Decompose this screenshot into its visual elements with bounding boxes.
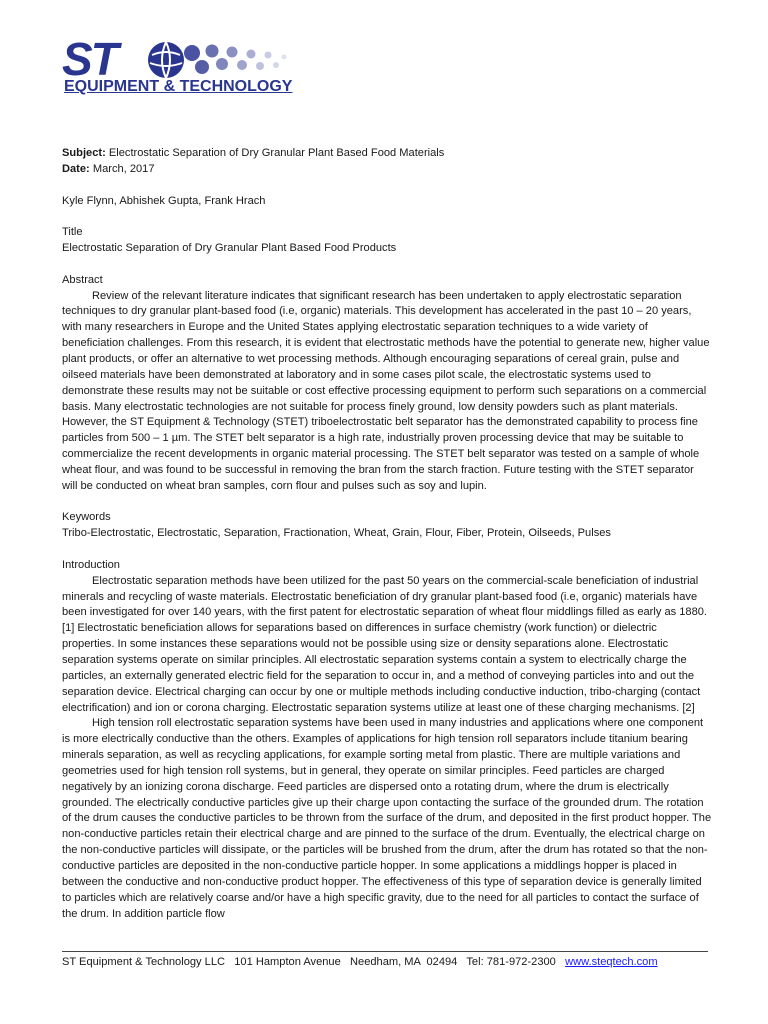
company-logo xyxy=(62,33,294,100)
footer-company: ST Equipment & Technology LLC xyxy=(62,956,226,968)
date-line xyxy=(62,162,712,178)
abstract-heading: Abstract xyxy=(62,273,103,286)
document-body xyxy=(62,146,712,922)
footer-city: Needham, MA 02494 xyxy=(350,956,458,968)
footer-website-link[interactable]: www.steqtech.com xyxy=(565,956,658,968)
logo-subtitle: EQUIPMENT & TECHNOLOGY xyxy=(64,78,293,95)
keywords-text: Tribo-Electrostatic, Electrostatic, Separation, Fractionation, Wheat, Grain, Flour, Fiber, Protein, Oilseeds, Pulses xyxy=(62,527,611,540)
subject-value: Electrostatic Separation of Dry Granular Plant Based Food Materials xyxy=(108,147,445,159)
footer-tel: Tel: 781-972-2300 xyxy=(466,956,556,968)
date-value: March, 2017 xyxy=(92,162,155,175)
date-label: Date: xyxy=(62,162,90,175)
title-text: Electrostatic Separation of Dry Granular Plant Based Food Products xyxy=(62,242,397,255)
introduction-paragraph-1: Electrostatic separation methods have been utilized for the past 50 years on the commercial-scale beneficiation of industrial minerals and recycling of waste materials. Electrostatic beneficiation of dry granular plant-based food (i.e, organic) materials have been investigated for over 140 years, with the first patent for electrostatic separation of wheat flour middlings filled as early as 1880. [1] Electrostatic beneficiation allows for separations based on differences in surface chemistry (work function) or dielectric properties. In some instances these separations would not be possible using size or density separations alone. Electrostatic separation systems operate on similar principles. All electrostatic separation systems contain a system to electrically charge the particles, an externally generated electric field for the separation to occur in, and a method of conveying particles into and out the separation device. Electrical charging can occur by one or multiple methods including conductive induction, tribo-charging (contact electrification) and ion or corona charging. Electrostatic separation systems utilize at least one of these charging mechanisms. [2] xyxy=(62,574,708,714)
introduction-heading: Introduction xyxy=(62,558,120,571)
footer-address: 101 Hampton Avenue xyxy=(234,956,341,968)
subject-line xyxy=(62,146,712,162)
page-footer xyxy=(62,955,722,970)
abstract-text: Review of the relevant literature indicates that significant research has been undertaken to apply electrostatic separation techniques to dry granular plant-based food (i.e, organic) materials. This development has accelerated in the past 10 – 20 years, with many researchers in Europe and the United States applying electrostatic separation techniques to a wide variety of beneficiation challenges. From this research, it is evident that electrostatic methods have the potential to generate new, higher value plant products, or offer an alternative to wet processing methods. Although encouraging separations of cereal grain, pulse and oilseed materials have been demonstrated at laboratory and in some cases pilot scale, the electrostatic systems used to demonstrate these results may not be suitable or cost effective processing equipment to perform such separations on a commercial basis. Many electrostatic technologies are not suitable for process finely ground, low density powders such as plant materials. However, the ST Equipment & Technology (STET) triboelectrostatic belt separator has the demonstrated capability to process fine particles from 500 – 1 µm. The STET belt separator is a high rate, industrially proven processing device that may be suitable to commercialize the recent developments in organic material processing. The STET belt separator was tested on a sample of whole wheat flour, and was found to be successful in removing the bran from the starch fraction. Future testing with the STET separator will be conducted on wheat bran samples, corn flour and pulses such as soy and lupin. xyxy=(62,289,710,492)
footer-divider xyxy=(62,951,708,952)
subject-label: Subject: xyxy=(62,147,106,159)
logo-title: ST xyxy=(62,33,117,85)
globe-icon xyxy=(146,39,296,81)
authors: Kyle Flynn, Abhishek Gupta, Frank Hrach xyxy=(62,194,266,207)
title-heading: Title xyxy=(62,226,83,239)
introduction-paragraph-2: High tension roll electrostatic separation systems have been used in many industries and applications where one component is more electrically conductive than the others. Examples of applications for high tension roll separators include titanium bearing minerals separation, as well as recycling applications, for example sorting metal from plastic. There are multiple variations and geometries used for high tension roll systems, but in general, they operate on similar principles. Feed particles are charged negatively by an ionizing corona discharge. Feed particles are dispersed onto a rotating drum, where the drum is electrically grounded. The electrically conductive particles give up their charge upon contacting the surface of the grounded drum. The rotation of the drum causes the conductive particles to be thrown from the surface of the drum, and deposited in the first product hopper. The non-conductive particles retain their electrical charge and are pinned to the surface of the drum. Eventually, the electrical charge on the non-conductive particles will dissipate, or the particles will be brushed from the drum, after the drum has rotated so that the non-conductive particles are deposited in the non-conductive particle hopper. In some applications a middlings hopper is placed in between the conductive and non-conductive product hopper. The effectiveness of this type of separation device is generally limited to particles which are relatively coarse and/or have a high specific gravity, due to the need for all particles to contact the surface of the drum. In addition particle flow xyxy=(62,717,712,920)
keywords-heading: Keywords xyxy=(62,511,111,524)
